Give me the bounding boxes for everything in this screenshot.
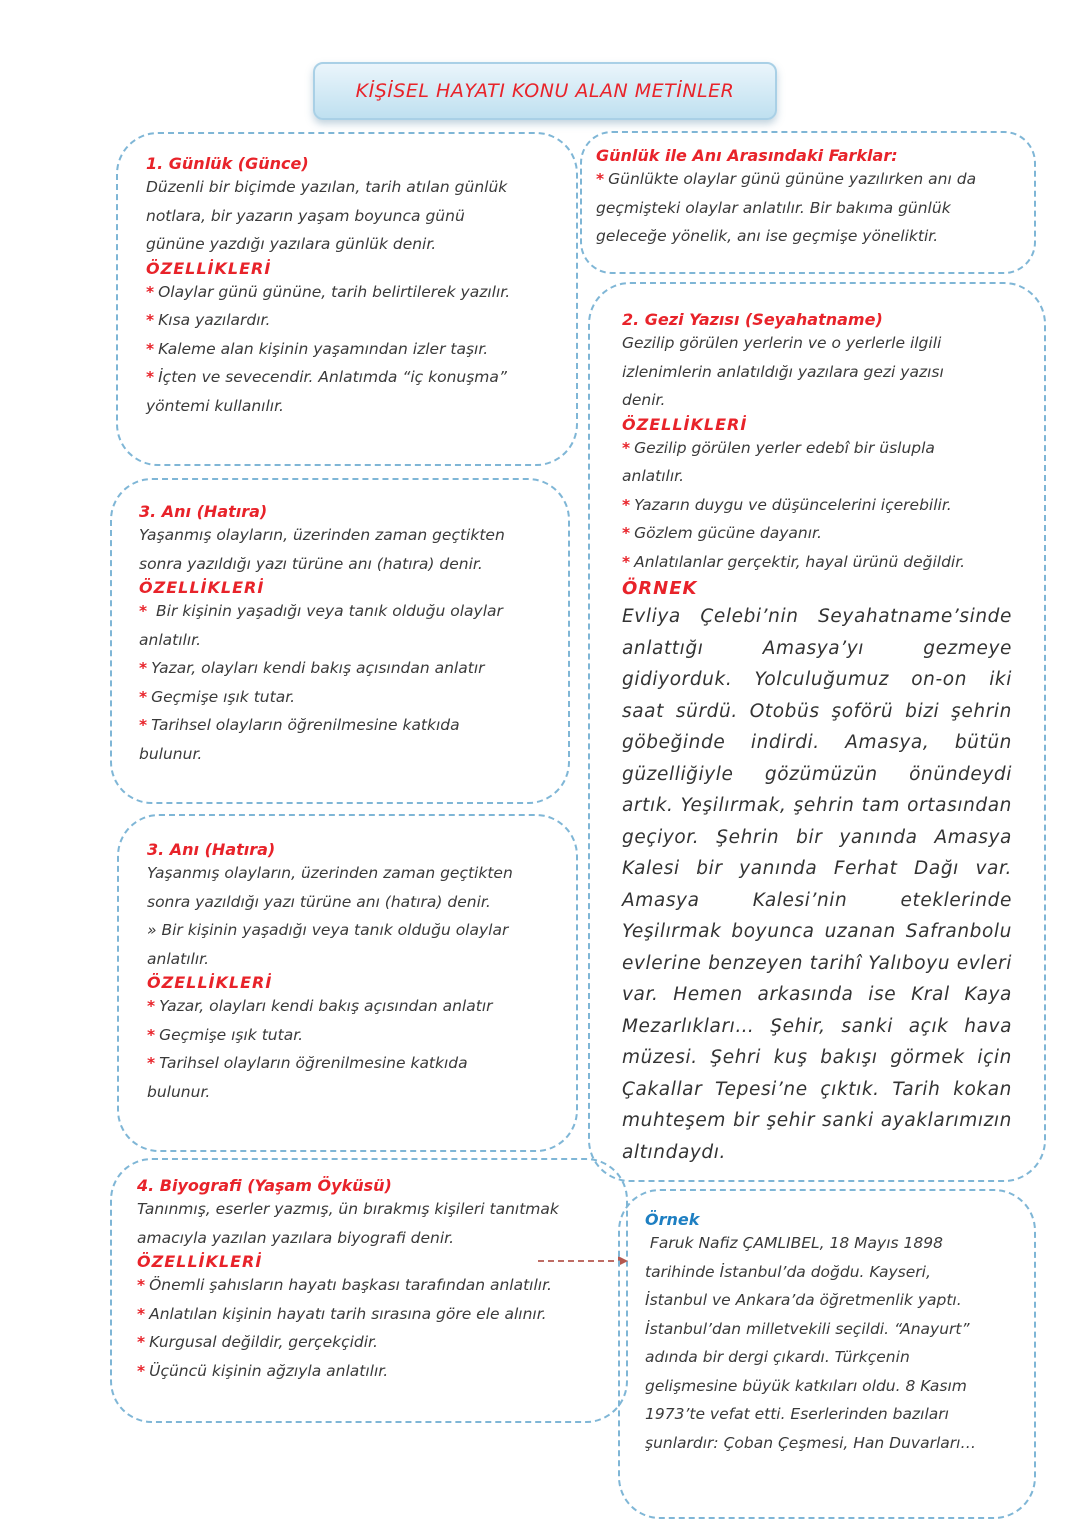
ani1-heading: 3. Anı (Hatıra): [139, 502, 268, 521]
ornek-line: 1973’te vefat etti. Eserlerinden bazıları: [645, 1405, 949, 1423]
ornek-line: gelişmesine büyük katkıları oldu. 8 Kasım: [645, 1376, 967, 1395]
gunluk-line: notlara, bir yazarın yaşam boyunca günü: [146, 206, 465, 225]
bullet-icon: *: [137, 1276, 146, 1294]
gezi-item: * Yazarın duygu ve düşüncelerini içerebilir.: [622, 495, 952, 514]
bullet-icon: *: [147, 1025, 156, 1044]
farklar-line: geçmişteki olaylar anlatılır. Bir bakıma günlük: [596, 198, 951, 217]
ani2-item-cont: bulunur.: [147, 1082, 211, 1101]
gunluk-item: * Olaylar günü gününe, tarih belirtilerek yazılır.: [146, 282, 511, 301]
bullet-icon: *: [139, 602, 148, 620]
gezi-item: * Gözlem gücüne dayanır.: [622, 524, 822, 542]
bullet-icon: *: [147, 1054, 156, 1072]
ornek-heading: Örnek: [645, 1210, 700, 1229]
ani2-line: » Bir kişinin yaşadığı veya tanık olduğu olaylar: [147, 921, 509, 939]
bullet-icon: *: [146, 368, 155, 386]
ornek-content: [645, 1210, 1025, 1457]
dashed-arrow-icon: [538, 1255, 628, 1267]
ornek-line: şunlardır: Çoban Çeşmesi, Han Duvarları…: [645, 1433, 976, 1452]
bullet-icon: *: [622, 524, 631, 542]
ani1-item: * Bir kişinin yaşadığı veya tanık olduğu olaylar: [139, 602, 503, 620]
ornek-line: İstanbul’dan milletvekili seçildi. “Anayurt”: [645, 1319, 970, 1338]
ornek-line: tarihinde İstanbul’da doğdu. Kayseri,: [645, 1262, 931, 1281]
biyografi-item: * Önemli şahısların hayatı başkası tarafından anlatılır.: [137, 1276, 552, 1294]
ani2-item: * Yazar, olayları kendi bakış açısından anlatır: [147, 997, 493, 1015]
bullet-icon: *: [147, 997, 156, 1015]
gezi-line: izlenimlerin anlatıldığı yazılara gezi yazısı: [622, 362, 944, 381]
ani2-item: * Tarihsel olayların öğrenilmesine katkıda: [147, 1054, 468, 1072]
ani2-heading: 3. Anı (Hatıra): [147, 840, 276, 859]
gezi-heading: 2. Gezi Yazısı (Seyahatname): [622, 310, 883, 329]
ani1-ozellik-label: ÖZELLİKLERİ: [139, 578, 265, 597]
bullet-icon: *: [137, 1361, 146, 1380]
gezi-ornek-label: ÖRNEK: [622, 578, 698, 599]
gunluk-line: gününe yazdığı yazılara günlük denir.: [146, 235, 437, 253]
ani2-item: * Geçmişe ışık tutar.: [147, 1025, 304, 1044]
ani2-line: anlatılır.: [147, 949, 209, 968]
ornek-line: Faruk Nafiz ÇAMLIBEL, 18 Mayıs 1898: [645, 1234, 943, 1252]
bullet-icon: *: [139, 716, 148, 734]
bullet-icon: *: [139, 687, 148, 706]
gezi-ozellik-label: ÖZELLİKLERİ: [622, 414, 748, 434]
farklar-line: geleceğe yönelik, anı ise geçmişe yöneliktir.: [596, 227, 939, 245]
gezi-item: * Gezilip görülen yerler edebî bir üslupla: [622, 438, 935, 457]
gezi-content: [622, 310, 1012, 1168]
farklar-heading: Günlük ile Anı Arasındaki Farklar:: [596, 146, 898, 165]
ani1-line: sonra yazıldığı yazı türüne anı (hatıra) denir.: [139, 554, 483, 573]
gezi-line: denir.: [622, 391, 666, 409]
biyografi-item: * Üçüncü kişinin ağzıyla anlatılır.: [137, 1361, 389, 1380]
gunluk-ozellik-label: ÖZELLİKLERİ: [146, 258, 272, 278]
gezi-ornek-text: Evliya Çelebi’nin Seyahatname’sinde anlattığı Amasya’yı gezmeye gidiyorduk. Yolculuğumuz on-on iki saat sürdü. Otobüs şoförü bizi şehrin göbeğinde indirdi. Amasya, bütün güzelliğiyle gözümüzün önündeydi artık. Yeşilırmak, şehrin tam ortasından geçiyor. Şehrin bir yanında Amasya Kalesi bir yanında Ferhat Dağı var. Amasya Kalesi’nin eteklerinde Yeşilırmak boyunca uzanan Safranbolu evlerine benzeyen tarihî Yalıboyu evleri var. Hemen arkasında ise Kral Kaya Mezarlıkları… Şehir, sanki açık hava müzesi. Şehri kuş bakışı görmek için Çakallar Tepesi’ne çıktık. Tarih kokan muhteşem bir şehir sanki ayaklarımızın altındaydı.: [622, 606, 1012, 1163]
ani1-item: * Tarihsel olayların öğrenilmesine katkıda: [139, 716, 460, 734]
page-title: KİŞİSEL HAYATI KONU ALAN METİNLER: [355, 80, 735, 102]
biyografi-line: Tanınmış, eserler yazmış, ün bırakmış kişileri tanıtmak: [137, 1200, 559, 1218]
ani2-content: [147, 840, 567, 1106]
ani1-item-cont: bulunur.: [139, 744, 203, 763]
bullet-icon: *: [137, 1333, 146, 1351]
biyografi-heading: 4. Biyografi (Yaşam Öyküsü): [137, 1176, 392, 1195]
gunluk-item: * Kaleme alan kişinin yaşamından izler taşır.: [146, 339, 489, 358]
bullet-icon: *: [622, 495, 631, 514]
gunluk-tail: yöntemi kullanılır.: [146, 396, 284, 415]
ani1-content: [139, 502, 559, 768]
ani2-line: Yaşanmış olayların, üzerinden zaman geçtikten: [147, 864, 513, 882]
gezi-line: Gezilip görülen yerlerin ve o yerlerle ilgili: [622, 334, 942, 352]
ani1-item: * Geçmişe ışık tutar.: [139, 687, 296, 706]
ornek-line: İstanbul ve Ankara’da öğretmenlik yaptı.: [645, 1291, 962, 1309]
ani1-item-cont: anlatılır.: [139, 630, 201, 649]
gezi-item: * Anlatılanlar gerçektir, hayal ürünü değildir.: [622, 552, 966, 571]
page-title-box: [313, 62, 777, 120]
biyografi-line: amacıyla yazılan yazılara biyografi denir.: [137, 1228, 455, 1247]
gunluk-item: * Kısa yazılardır.: [146, 311, 271, 329]
bullet-icon: *: [146, 311, 155, 329]
bullet-icon: *: [622, 438, 631, 457]
ani1-line: Yaşanmış olayların, üzerinden zaman geçtikten: [139, 526, 505, 544]
bullet-icon: *: [622, 552, 631, 571]
biyografi-ozellik-label: ÖZELLİKLERİ: [137, 1252, 263, 1271]
biyografi-item: * Anlatılan kişinin hayatı tarih sırasına göre ele alınır.: [137, 1304, 547, 1323]
bullet-icon: *: [146, 282, 155, 301]
farklar-content: [596, 146, 1028, 251]
bullet-icon: *: [137, 1304, 146, 1323]
gezi-item-cont: anlatılır.: [622, 467, 684, 485]
biyografi-item: * Kurgusal değildir, gerçekçidir.: [137, 1333, 378, 1351]
gunluk-item: * İçten ve sevecendir. Anlatımda “iç konuşma”: [146, 368, 507, 386]
ani2-line: sonra yazıldığı yazı türüne anı (hatıra) denir.: [147, 892, 491, 911]
bullet-icon: *: [596, 170, 605, 188]
bullet-icon: *: [146, 339, 155, 358]
ani2-ozellik-label: ÖZELLİKLERİ: [147, 973, 273, 992]
gunluk-content: [146, 154, 566, 420]
ani1-item: * Yazar, olayları kendi bakış açısından anlatır: [139, 659, 485, 677]
ornek-line: adında bir dergi çıkardı. Türkçenin: [645, 1348, 910, 1366]
gunluk-heading: 1. Günlük (Günce): [146, 154, 309, 173]
farklar-line: * Günlükte olaylar günü gününe yazılırken anı da: [596, 170, 977, 188]
gunluk-line: Düzenli bir biçimde yazılan, tarih atılan günlük: [146, 178, 508, 196]
biyografi-content: [137, 1176, 617, 1385]
bullet-icon: *: [139, 659, 148, 677]
